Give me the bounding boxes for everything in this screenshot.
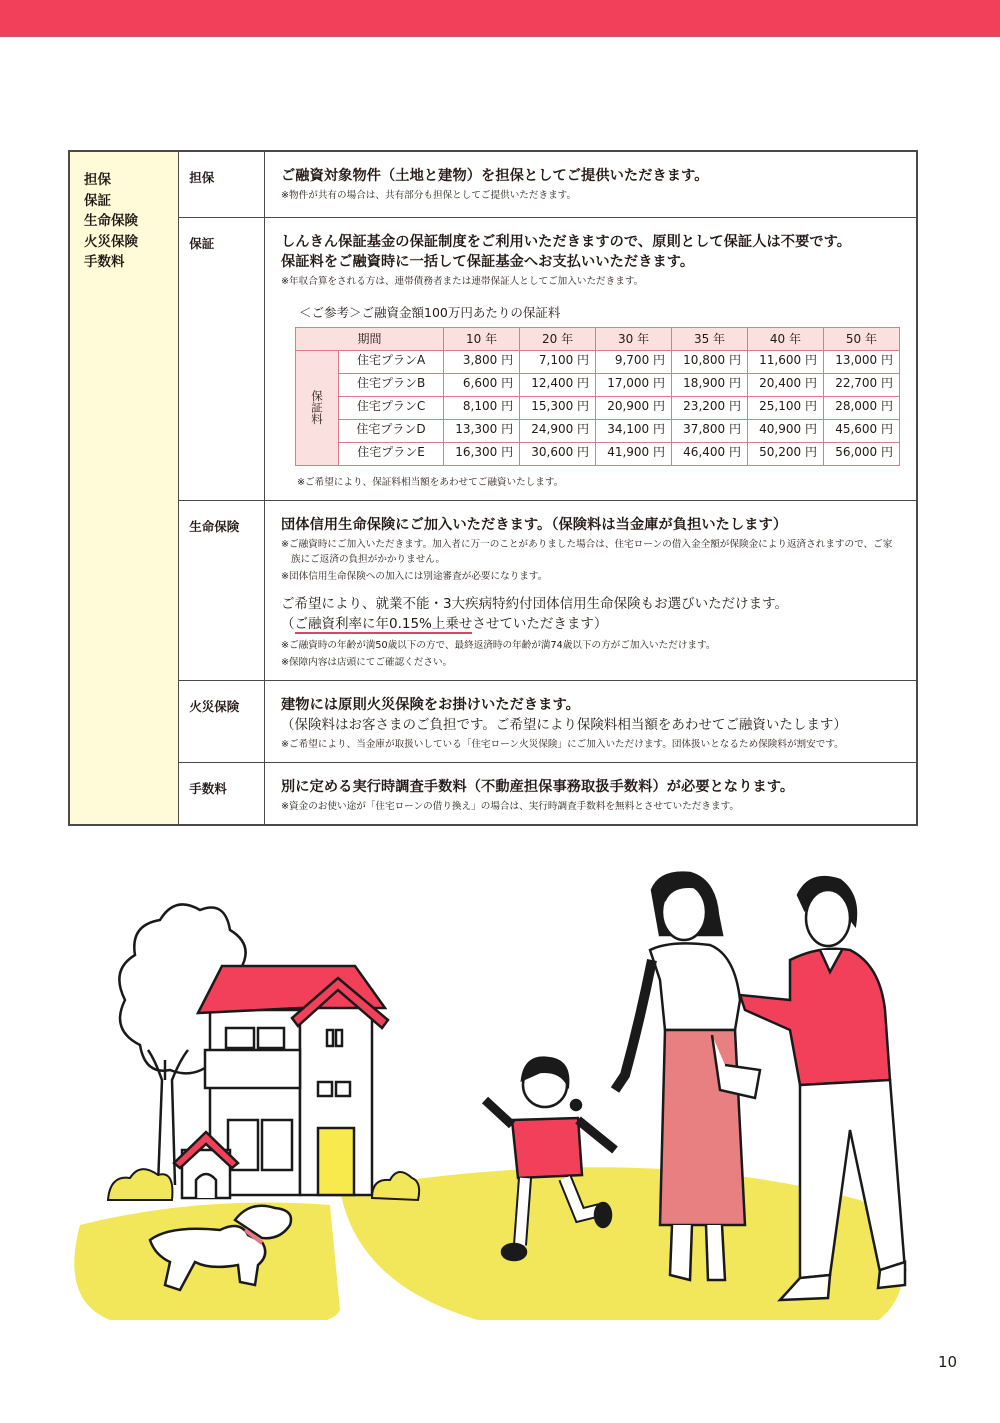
column-header: 30 年 [596,327,672,350]
guarantee-lead-1: しんきん保証基金の保証制度をご利用いただきますので、原則として保証人は不要です。 [281,233,852,250]
life-insurance-note: ※団体信用生命保険への加入には別途審査が必要になります。 [281,570,548,582]
guarantee-note: ※年収合算をされる方は、連帯債務者または連帯保証人としてご加入いただきます。 [281,275,644,287]
category-line: 火災保険 [84,233,138,250]
row-fees [69,762,917,825]
fee-cell: 11,600 円 [747,350,823,373]
guarantee-fee-table [295,327,900,466]
column-header: 40 年 [747,327,823,350]
fee-cell: 15,300 円 [520,396,596,419]
reference-title: ＜ご参考＞ご融資金額100万円あたりの保証料 [299,304,561,320]
content-fees [265,762,918,825]
label-fees: 手数料 [179,762,265,825]
category-line: 担保 [84,172,111,188]
label-life-insurance: 生命保険 [179,500,265,680]
content-fire-insurance [265,680,918,762]
fee-cell: 16,300 円 [444,442,520,465]
fee-cell: 50,200 円 [747,442,823,465]
plan-name: 住宅プランD [339,419,444,442]
fee-cell: 10,800 円 [672,350,748,373]
fee-cell: 56,000 円 [823,442,899,465]
fees-lead: 別に定める実行時調査手数料（不動産担保事務取扱手数料）が必要となります。 [281,778,795,795]
content-collateral [265,151,918,217]
fee-cell: 12,400 円 [520,373,596,396]
fee-table-note: ※ご希望により、保証料相当額をあわせてご融資いたします。 [297,476,564,488]
category-line: 生命保険 [84,213,138,229]
header-accent-bar [0,0,1000,37]
content-life-insurance [265,500,918,680]
fee-cell: 6,600 円 [444,373,520,396]
row-life-insurance [69,500,917,680]
row-fire-insurance [69,680,917,762]
label-fire-insurance: 火災保険 [179,680,265,762]
life-insurance-lead: 団体信用生命保険にご加入いただきます。（保険料は当金庫が負担いたします） [281,516,788,533]
fire-insurance-sub: （保険料はお客さまのご負担です。ご希望により保険料相当額をあわせてご融資いたします） [281,716,847,733]
family-house-illustration [0,860,1000,1320]
life-insurance-option-note: ※保障内容は店頭にてご確認ください。 [281,656,453,668]
fee-cell: 7,100 円 [520,350,596,373]
table-row [296,442,900,465]
label-collateral: 担保 [179,151,265,217]
life-insurance-option-line-1: ご希望により、就業不能・3大疾病特約付団体信用生命保険もお選びいただけます。 [281,595,789,612]
fee-cell: 24,900 円 [520,419,596,442]
fee-cell: 46,400 円 [672,442,748,465]
fee-cell: 13,000 円 [823,350,899,373]
option-line-rest: させていただきます） [472,615,608,632]
column-header: 50 年 [823,327,899,350]
category-line: 保証 [84,192,111,209]
plan-name: 住宅プランE [339,442,444,465]
fee-cell: 22,700 円 [823,373,899,396]
fee-cell: 23,200 円 [672,396,748,419]
guarantee-lead-2: 保証料をご融資時に一括して保証基金へお支払いいただきます。 [281,253,695,270]
fee-cell: 3,800 円 [444,350,520,373]
plan-name: 住宅プランA [339,350,444,373]
content-guarantee [265,217,918,500]
fee-cell: 18,900 円 [672,373,748,396]
fee-cell: 20,900 円 [596,396,672,419]
fire-insurance-note: ※ご希望により、当金庫が取扱いしている「住宅ローン火災保険」にご加入いただけます。団体扱いとなるため保険料が割安です。 [281,738,844,750]
fee-cell: 25,100 円 [747,396,823,419]
category-line: 手数料 [84,254,125,270]
rate-surcharge-highlight: ご融資利率に年0.15%上乗せ [294,615,473,632]
table-row [296,396,900,419]
fees-note: ※資金のお使い途が「住宅ローンの借り換え」の場合は、実行時調査手数料を無料とさせていただきます。 [281,800,739,812]
category-cell [69,151,179,825]
fee-cell: 40,900 円 [747,419,823,442]
fee-cell: 17,000 円 [596,373,672,396]
fire-insurance-lead: 建物には原則火災保険をお掛けいただきます。 [281,696,580,713]
loan-terms-table [68,150,918,826]
life-insurance-note: ※ご融資時にご加入いただきます。加入者に万一のことがありました場合は、住宅ローンの借入金全額が保険金により返済されますので、ご家族にご返済の負担がかかりません。 [281,538,893,565]
fee-cell: 9,700 円 [596,350,672,373]
fee-cell: 45,600 円 [823,419,899,442]
fee-cell: 8,100 円 [444,396,520,419]
fee-cell: 20,400 円 [747,373,823,396]
plan-name: 住宅プランB [339,373,444,396]
paren-open: （ [281,615,295,632]
life-insurance-option-line-2 [281,614,900,634]
fee-table-header [296,327,900,350]
row-collateral [69,151,917,217]
label-guarantee: 保証 [179,217,265,500]
column-header: 35 年 [672,327,748,350]
fee-cell: 13,300 円 [444,419,520,442]
table-row [296,419,900,442]
fee-cell: 41,900 円 [596,442,672,465]
column-header: 20 年 [520,327,596,350]
fee-cell: 34,100 円 [596,419,672,442]
side-label: 保証料 [296,350,339,465]
fee-cell: 30,600 円 [520,442,596,465]
period-header: 期間 [296,327,444,350]
collateral-lead: ご融資対象物件（土地と建物）を担保としてご提供いただきます。 [281,168,709,184]
column-header: 10 年 [444,327,520,350]
life-insurance-option-note: ※ご融資時の年齢が満50歳以下の方で、最終返済時の年齢が満74歳以下の方がご加入いただけます。 [281,639,716,651]
collateral-note: ※物件が共有の場合は、共有部分も担保としてご提供いただきます。 [281,190,577,201]
fee-cell: 28,000 円 [823,396,899,419]
page-number: 10 [938,1353,958,1371]
row-guarantee [69,217,917,500]
plan-name: 住宅プランC [339,396,444,419]
fee-cell: 37,800 円 [672,419,748,442]
table-row [296,373,900,396]
table-row [296,350,900,373]
